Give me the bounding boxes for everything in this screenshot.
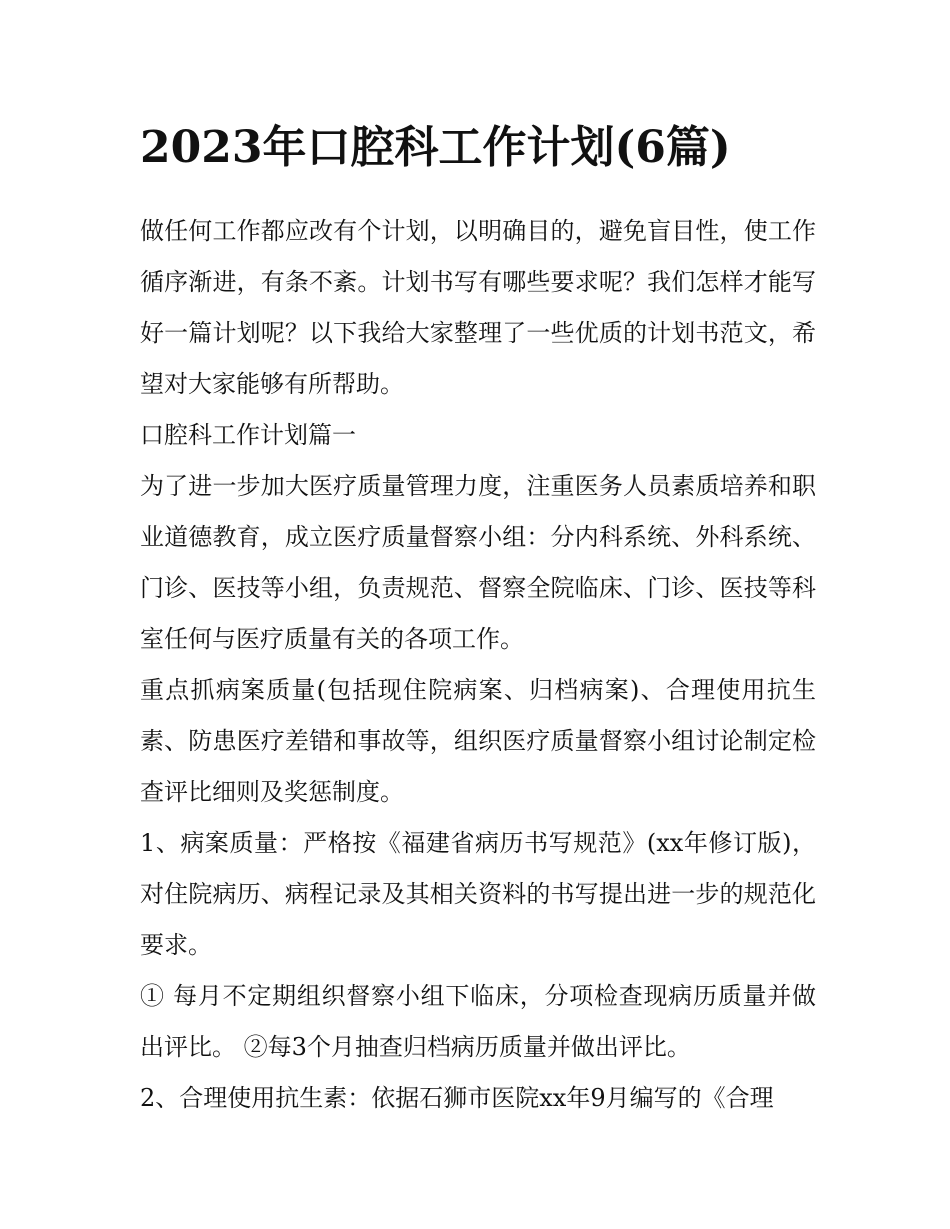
body-paragraph-quality-team: 为了进一步加大医疗质量管理力度，注重医务人员素质培养和职业道德教育，成立医疗质量督察小组：分内科系统、外科系统、门诊、医技等小组，负责规范、督察全院临床、门诊、医技等科室任何与医疗质量有关的各项工作。 bbox=[140, 472, 816, 653]
section-heading: 口腔科工作计划篇一 bbox=[140, 421, 356, 449]
intro-paragraph: 做任何工作都应改有个计划，以明确目的，避免盲目性，使工作循序渐进，有条不紊。计划书写有哪些要求呢？我们怎样才能写好一篇计划呢？以下我给大家整理了一些优质的计划书范文，希望对大家能够有所帮助。 bbox=[140, 217, 816, 398]
document-title: 2023年口腔科工作计划(6篇) bbox=[140, 122, 731, 173]
document-body bbox=[140, 112, 816, 1124]
body-paragraph-antibiotics: 2、合理使用抗生素：依据石狮市医院xx年9月编写的《合理 bbox=[140, 1084, 774, 1112]
body-paragraph-case-quality: 1、病案质量：严格按《福建省病历书写规范》(xx年修订版)，对住院病历、病程记录及其相关资料的书写提出进一步的规范化要求。 bbox=[140, 829, 816, 959]
body-paragraph-key-focus: 重点抓病案质量(包括现住院病案、归档病案)、合理使用抗生素、防患医疗差错和事故等，组织医疗质量督察小组讨论制定检查评比细则及奖惩制度。 bbox=[140, 676, 816, 806]
body-paragraph-monthly-check: ① 每月不定期组织督察小组下临床，分项检查现病历质量并做出评比。 ②每3个月抽查归档病历质量并做出评比。 bbox=[140, 982, 816, 1061]
